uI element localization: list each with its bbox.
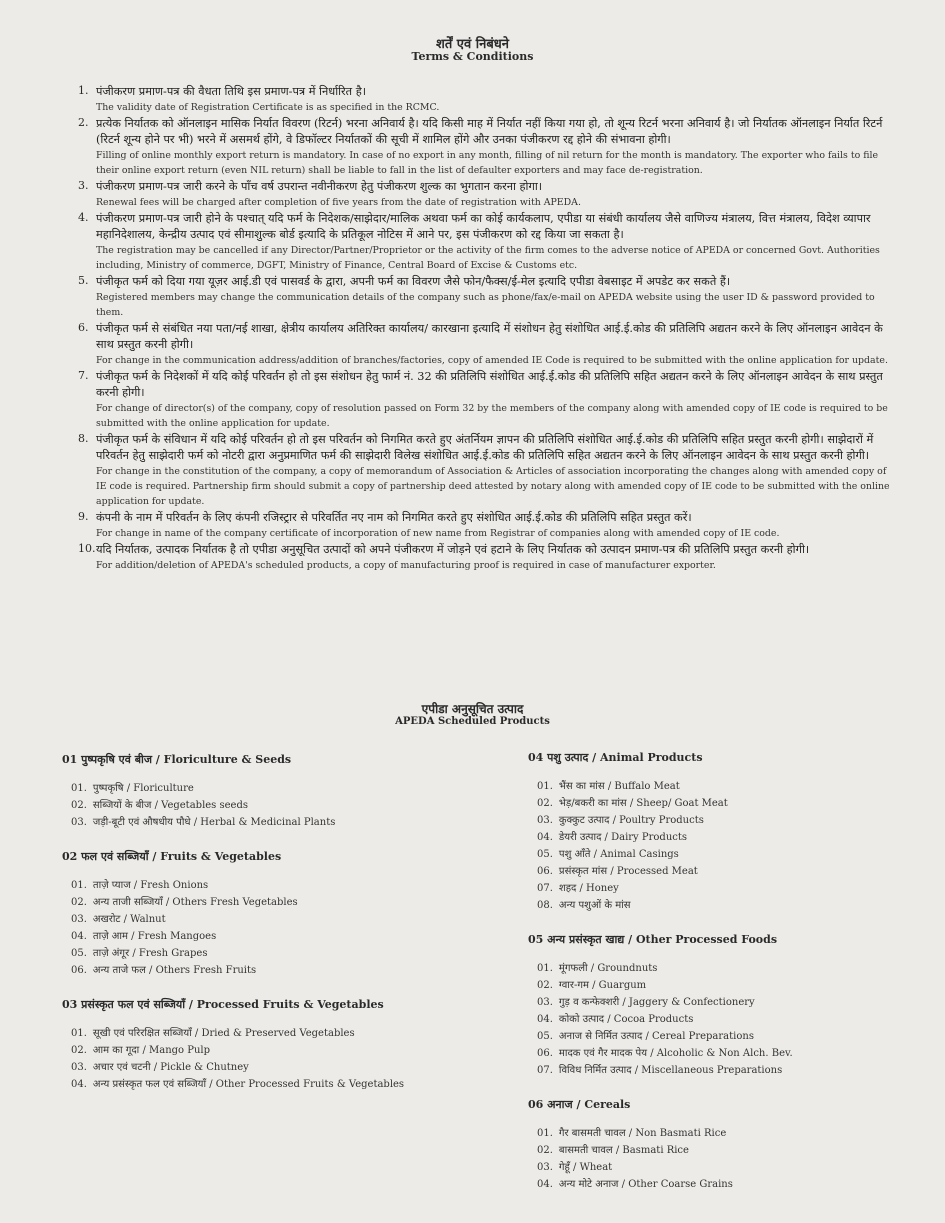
category-title: 06 अनाज / Cereals [528, 1098, 631, 1111]
product-item: 04. डेयरी उत्पाद / Dairy Products [537, 832, 688, 843]
schedule-left-column [62, 752, 482, 1111]
schedule-right-column [528, 750, 888, 1211]
term-text-hindi: पंजीकरण प्रमाण-पत्र जारी करने के पाँच वर्ष उपरान्त नवीनीकरण हेतु पंजीकरण शुल्क का भुगतान करना होगा। [96, 180, 543, 193]
term-number: 8. [78, 432, 89, 445]
product-item: 08. अन्य पशुओं के मांस [537, 900, 631, 911]
term-number: 10. [78, 542, 96, 555]
category-items [62, 1025, 482, 1093]
term-item [78, 274, 893, 320]
term-text-hindi: पंजीकृत फर्म के निदेशकों में यदि कोई परिवर्तन हो तो इस संशोधन हेतु फार्म नं. 32 की प्रतिलिपि संशोधित आई.ई.कोड की प्रतिलिपि सहित अद्यतन करने के लिए ऑनलाइन आवेदन के साथ प्रस्तुत करनी होगी। [96, 370, 883, 399]
term-item [78, 432, 893, 509]
term-text-hindi: पंजीकृत फर्म के संविधान में यदि कोई परिवर्तन हो तो इस परिवर्तन को निगमित करते हुए अंतर्नियम ज्ञापन की प्रतिलिपि संशोधित आई.ई.कोड की प्रतिलिपि सहित प्रस्तुत करनी होगी। साझेदारों में परिवर्तन हेतु साझेदारी फर्म को नोटरी द्वारा अनुप्रमाणित फर्म की साझेदारी विलेख संशोधित आई.ई.कोड की प्रतिलिपि सहित अद्यतन करने के लिए ऑनलाइन आवेदन के साथ प्रस्तुत करनी होगी। [96, 433, 874, 462]
term-text-hindi: कंपनी के नाम में परिवर्तन के लिए कंपनी रजिस्ट्रार से परिवर्तित नए नाम को निगमित करते हुए संशोधित आई.ई.कोड की प्रतिलिपि सहित प्रस्तुत करें। [96, 511, 692, 524]
title-hindi: शर्तें एवं निबंधने [436, 37, 509, 52]
product-item: 01. ताज़े प्याज / Fresh Onions [71, 880, 209, 891]
category-title: 05 अन्य प्रसंस्कृत खाद्य / Other Processed Foods [528, 933, 778, 946]
term-number: 2. [78, 116, 89, 129]
product-item: 07. विविध निर्मित उत्पाद / Miscellaneous Preparations [537, 1065, 783, 1076]
product-item: 03. अचार एवं चटनी / Pickle & Chutney [71, 1062, 249, 1073]
term-item [78, 179, 893, 210]
category-processed-fruits-vegetables [62, 997, 482, 1093]
category-animal-products [528, 750, 888, 914]
product-item: 07. शहद / Honey [537, 883, 619, 894]
term-text-hindi: पंजीकृत फर्म से संबंधित नया पता/नई शाखा, क्षेत्रीय कार्यालय अतिरिक्त कार्यालय/ कारखाना इत्यादि में संशोधन हेतु संशोधित आई.ई.कोड की प्रतिलिपि अद्यतन करने के लिए ऑनलाइन आवेदन के साथ प्रस्तुत करनी होगी। [96, 322, 883, 351]
terms-list [78, 84, 893, 574]
product-item: 02. बासमती चावल / Basmati Rice [537, 1145, 689, 1156]
product-item: 06. मादक एवं गैर मादक पेय / Alcoholic & Non Alch. Bev. [537, 1048, 793, 1059]
category-other-processed-foods [528, 932, 888, 1079]
title-english: Terms & Conditions [411, 50, 534, 63]
term-text-english: For addition/deletion of APEDA's scheduled products, a copy of manufacturing proof is required in case of manufacturer exporter. [96, 560, 716, 571]
category-items [528, 778, 888, 914]
product-item: 04. अन्य प्रसंस्कृत फल एवं सब्जियाँ / Other Processed Fruits & Vegetables [71, 1079, 405, 1090]
product-item: 01. सूखी एवं परिरक्षित सब्जियाँ / Dried & Preserved Vegetables [71, 1028, 355, 1039]
term-number: 3. [78, 179, 89, 192]
product-item: 06. प्रसंस्कृत मांस / Processed Meat [537, 866, 698, 877]
product-item: 03. अखरोट / Walnut [71, 914, 166, 925]
term-number: 1. [78, 84, 89, 97]
product-item: 04. ताज़े आम / Fresh Mangoes [71, 931, 217, 942]
category-items [62, 780, 482, 831]
term-number: 5. [78, 274, 89, 287]
product-item: 05. ताज़े अंगूर / Fresh Grapes [71, 948, 208, 959]
term-text-english: The registration may be cancelled if any Director/Partner/Proprietor or the activity of the firm comes to the adverse notice of APEDA or concerned Govt. Authorities including, Ministry of commerce, DGFT, Ministry of Finance, Central Board of Excise & Customs etc. [96, 245, 880, 271]
product-item: 02. सब्जियों के बीज / Vegetables seeds [71, 800, 248, 811]
product-item: 01. गैर बासमती चावल / Non Basmati Rice [537, 1128, 727, 1139]
schedule-title-hindi: एपीडा अनुसूचित उत्पाद [421, 702, 524, 716]
category-items [528, 960, 888, 1079]
product-item: 01. मूंगफली / Groundnuts [537, 963, 658, 974]
term-text-hindi: पंजीकृत फर्म को दिया गया यूज़र आई.डी एवं पासवर्ड के द्वारा, अपनी फर्म का विवरण जैसे फोन/फैक्स/ई-मेल इत्यादि एपीडा वेबसाइट में अपडेट कर सकते हैं। [96, 275, 731, 288]
term-item [78, 369, 893, 431]
term-item [78, 211, 893, 273]
term-text-english: Renewal fees will be charged after completion of five years from the date of registration with APEDA. [96, 197, 581, 208]
product-item: 03. गुड़ व कन्फेक्शरी / Jaggery & Confectionery [537, 997, 755, 1008]
term-text-hindi: प्रत्येक निर्यातक को ऑनलाइन मासिक निर्यात विवरण (रिटर्न) भरना अनिवार्य है। यदि किसी माह में निर्यात नहीं किया गया हो, तो शून्य रिटर्न भरना अनिवार्य है। जो निर्यातक ऑनलाइन निर्यात रिटर्न (रिटर्न शून्य होने पर भी) भरने में असमर्थ होंगे, वे डिफॉल्टर निर्यातकों की सूची में शामिल होंगे और उनका पंजीकरण रद्द होने की संभावना होगी। [96, 117, 883, 146]
term-item [78, 116, 893, 178]
term-item [78, 321, 893, 368]
product-item: 02. अन्य ताजी सब्जियाँ / Others Fresh Vegetables [71, 897, 298, 908]
product-item: 02. भेड़/बकरी का मांस / Sheep/ Goat Meat [537, 798, 728, 809]
category-floriculture [62, 752, 482, 831]
term-text-hindi: यदि निर्यातक, उत्पादक निर्यातक है तो एपीडा अनुसूचित उत्पादों को अपने पंजीकरण में जोड़ने एवं हटाने के लिए निर्यातक को उत्पादन प्रमाण-पत्र की प्रतिलिपि प्रस्तुत करनी होगी। [96, 543, 810, 556]
product-item: 05. अनाज से निर्मित उत्पाद / Cereal Preparations [537, 1031, 754, 1042]
term-text-english: The validity date of Registration Certificate is as specified in the RCMC. [96, 102, 440, 113]
category-title: 04 पशु उत्पाद / Animal Products [528, 751, 703, 764]
category-fruits-vegetables [62, 849, 482, 979]
term-text-hindi: पंजीकरण प्रमाण-पत्र जारी होने के पश्चात् यदि फर्म के निदेशक/साझेदार/मालिक अथवा फर्म का कोई कार्यकलाप, एपीडा या संबंधी कार्यालय जैसे वाणिज्य मंत्रालय, वित्त मंत्रालय, विदेश व्यापार महानिदेशालय, केन्द्रीय उत्पाद एवं सीमाशुल्क बोर्ड इत्यादि के प्रतिकूल नोटिस में आने पर, इस पंजीकरण को रद्द किया जा सकता है। [96, 212, 871, 241]
product-item: 02. ग्वार-गम / Guargum [537, 980, 647, 991]
category-cereals [528, 1097, 888, 1193]
term-text-english: Filling of online monthly export return is mandatory. In case of no export in any month, filling of nil return for the month is mandatory. The exporter who fails to file their online export return (even NIL return) shall be liable to fall in the list of defaulter exporters and may face de-registration. [96, 150, 879, 176]
product-item: 01. पुष्पकृषि / Floriculture [71, 783, 194, 794]
term-number: 9. [78, 510, 89, 523]
schedule-title-english: APEDA Scheduled Products [395, 716, 550, 727]
category-title: 02 फल एवं सब्जियाँ / Fruits & Vegetables [62, 850, 282, 863]
product-item: 01. भैंस का मांस / Buffalo Meat [537, 781, 680, 792]
term-item [78, 510, 893, 541]
term-text-english: For change of director(s) of the company, copy of resolution passed on Form 32 by the members of the company along with amended copy of IE code is required to be submitted with the online application for update. [96, 403, 888, 429]
category-title: 01 पुष्पकृषि एवं बीज / Floriculture & Seeds [62, 753, 292, 766]
category-items [62, 877, 482, 979]
term-text-hindi: पंजीकरण प्रमाण-पत्र की वैधता तिथि इस प्रमाण-पत्र में निर्धारित है। [96, 85, 366, 98]
product-item: 03. कुक्कुट उत्पाद / Poultry Products [537, 815, 704, 826]
product-item: 04. कोको उत्पाद / Cocoa Products [537, 1014, 694, 1025]
term-text-english: For change in name of the company certificate of incorporation of new name from Registrar of companies along with amended copy of IE code. [96, 528, 780, 539]
term-text-english: For change in the constitution of the company, a copy of memorandum of Association & Articles of association incorporating the changes along with amended copy of IE code is required. Partnership firm should submit a copy of partnership deed attested by notary along with amended copy of IE code to be submitted with the online application for update. [96, 466, 890, 507]
category-title: 03 प्रसंस्कृत फल एवं सब्जियाँ / Processed Fruits & Vegetables [62, 998, 384, 1011]
term-text-english: For change in the communication address/addition of branches/factories, copy of amended IE Code is required to be submitted with the online application for update. [96, 355, 888, 366]
term-item [78, 84, 893, 115]
product-item: 03. गेहूँ / Wheat [537, 1162, 613, 1173]
category-items [528, 1125, 888, 1193]
term-number: 4. [78, 211, 89, 224]
product-item: 05. पशु आँते / Animal Casings [537, 849, 679, 860]
term-number: 7. [78, 369, 89, 382]
product-item: 03. जड़ी-बूटी एवं औषधीय पौधे / Herbal & Medicinal Plants [71, 817, 336, 828]
term-item [78, 542, 893, 573]
term-text-english: Registered members may change the communication details of the company such as phone/fax/e-mail on APEDA website using the user ID & password provided to them. [96, 292, 875, 318]
product-item: 02. आम का गूदा / Mango Pulp [71, 1045, 211, 1056]
term-number: 6. [78, 321, 89, 334]
product-item: 06. अन्य ताजे फल / Others Fresh Fruits [71, 965, 257, 976]
product-item: 04. अन्य मोटे अनाज / Other Coarse Grains [537, 1179, 733, 1190]
